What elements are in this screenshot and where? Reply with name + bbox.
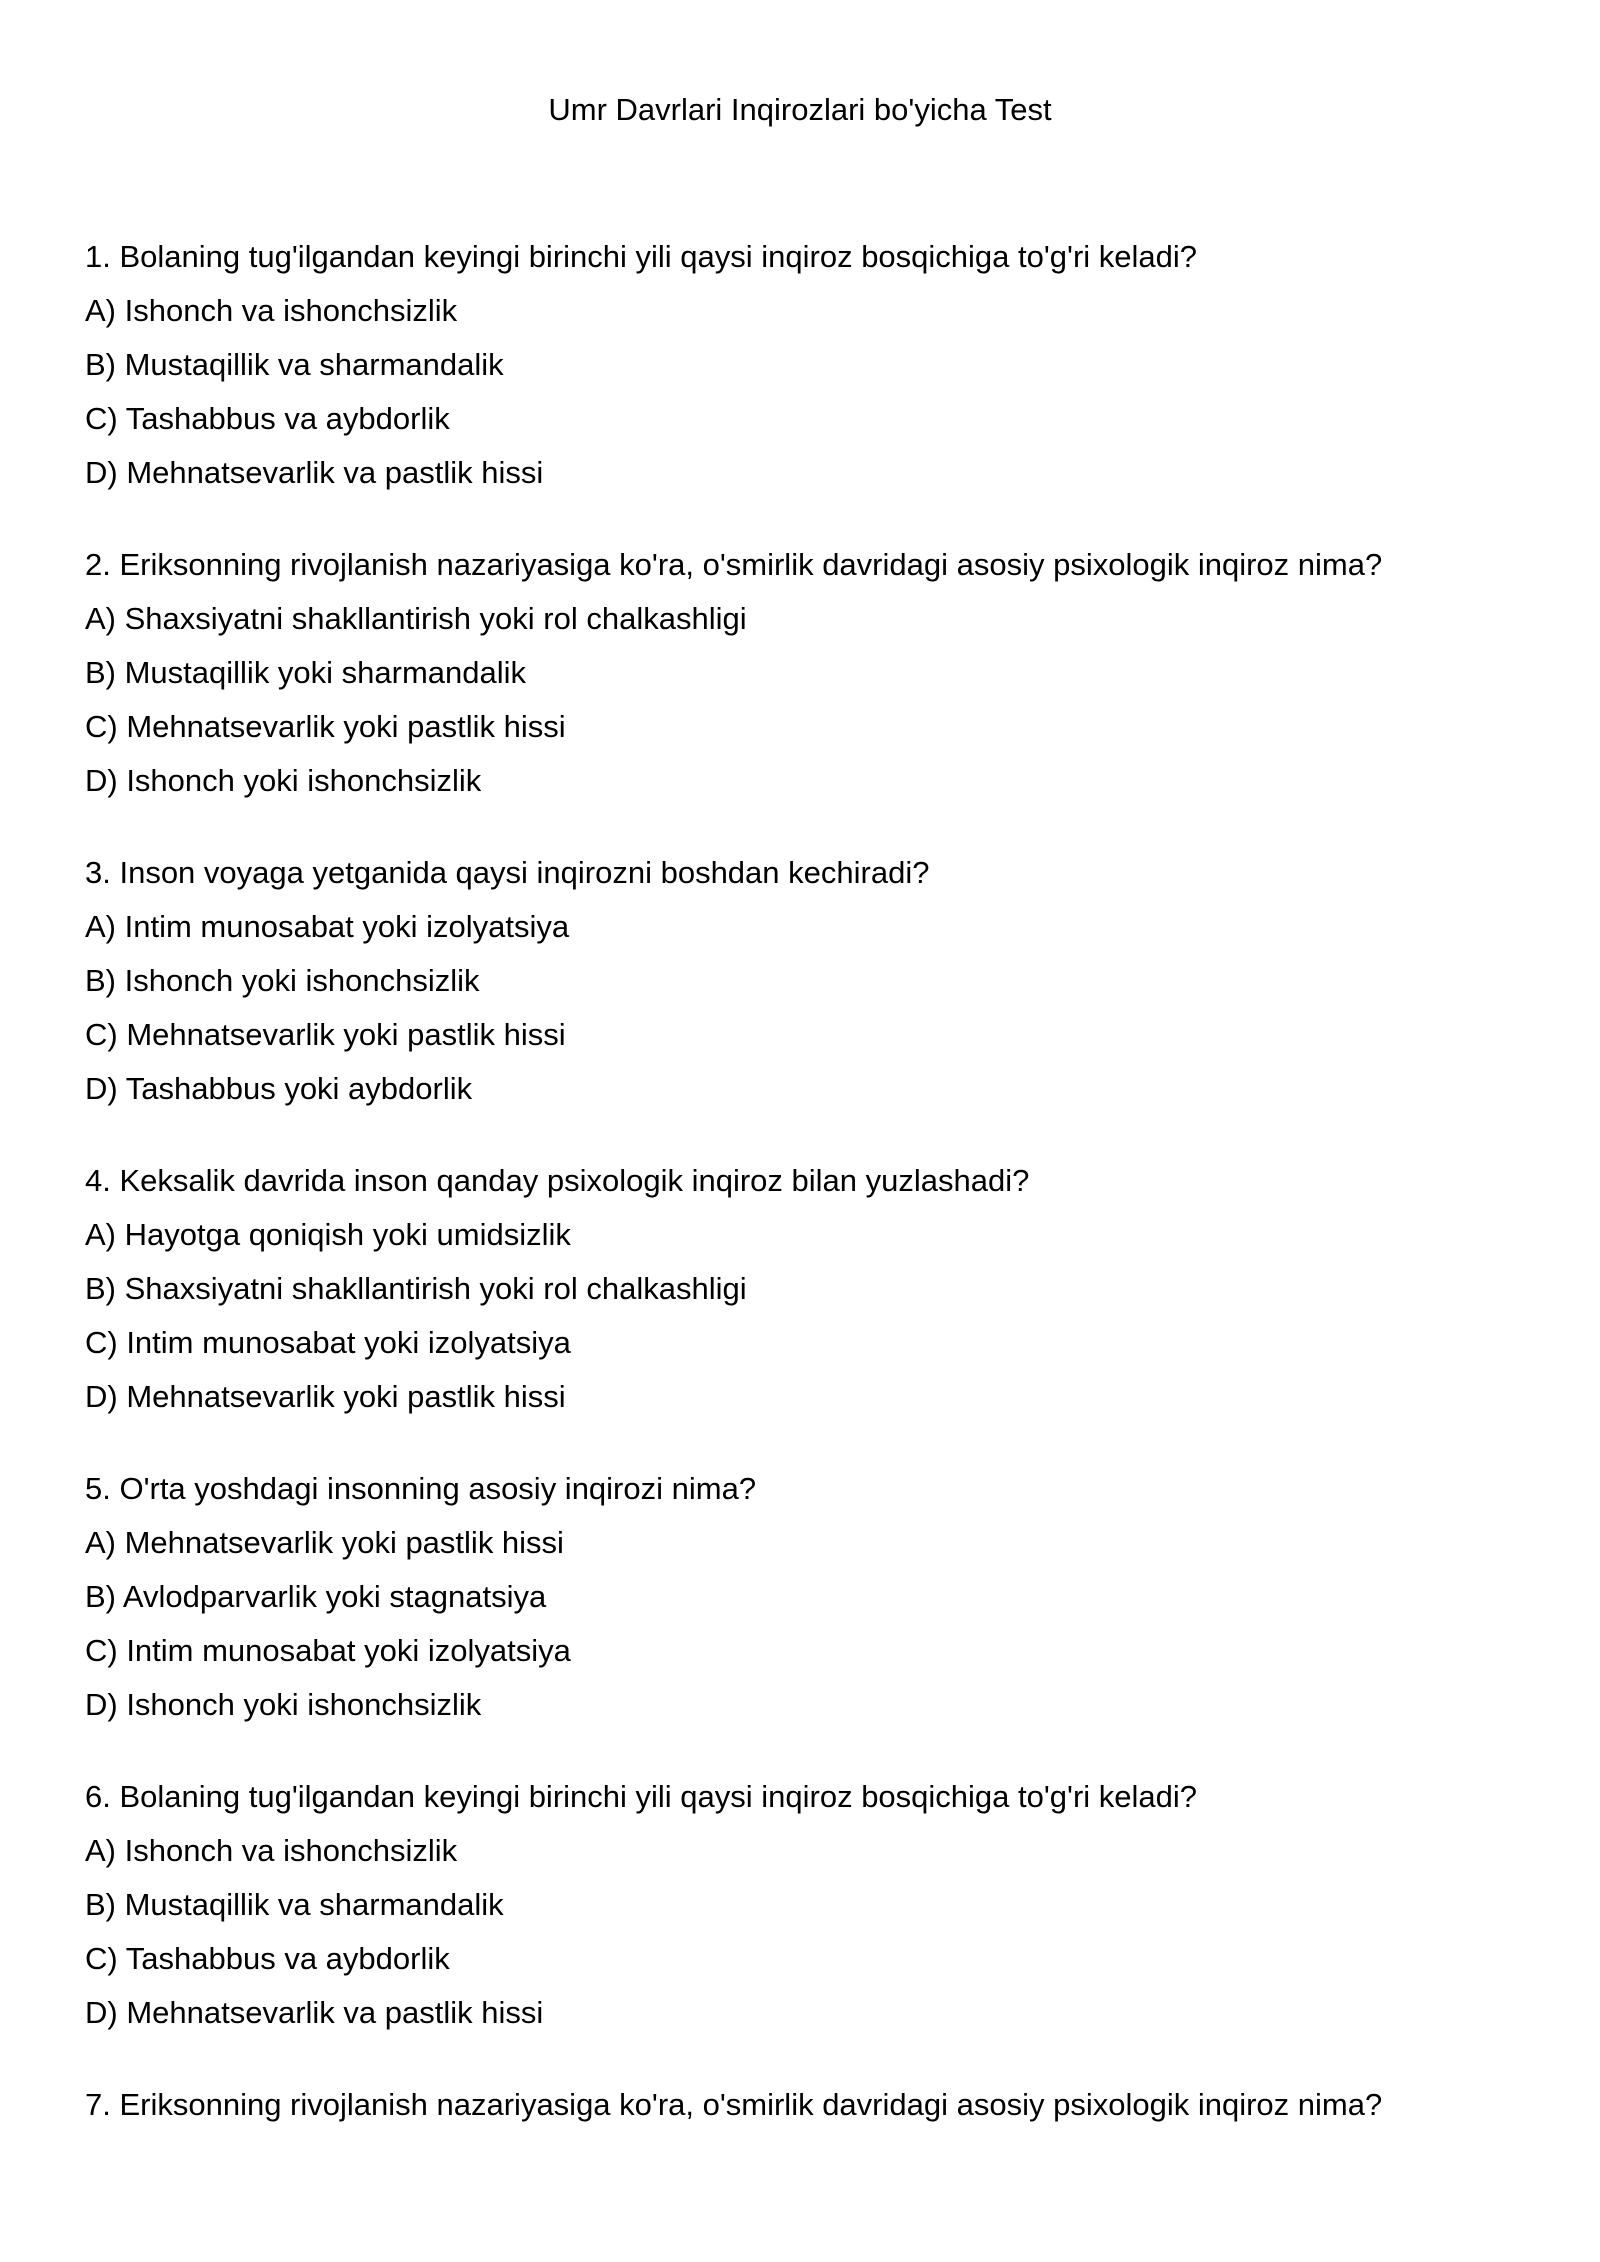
question-6 [85,1770,1565,2040]
question-3 [85,846,1565,1116]
answer-option-a: A) Ishonch va ishonchsizlik [85,293,458,328]
question-text: 7. Eriksonning rivojlanish nazariyasiga ko'ra, o'smirlik davridagi asosiy psixologik inqiroz nima? [85,2087,1383,2122]
answer-option-a: A) Intim munosabat yoki izolyatsiya [85,909,570,944]
question-1 [85,230,1565,500]
question-text: 1. Bolaning tug'ilgandan keyingi birinchi yili qaysi inqiroz bosqichiga to'g'ri keladi? [85,239,1198,274]
answer-option-c: C) Intim munosabat yoki izolyatsiya [85,1325,571,1360]
question-2 [85,538,1565,808]
answer-option-b: B) Mustaqillik yoki sharmandalik [85,655,527,690]
answer-option-a: A) Ishonch va ishonchsizlik [85,1833,458,1868]
answer-option-c: C) Tashabbus va aybdorlik [85,401,450,436]
question-5 [85,1462,1565,1732]
answer-option-c: C) Tashabbus va aybdorlik [85,1941,450,1976]
answer-option-d: D) Mehnatsevarlik va pastlik hissi [85,455,544,490]
answer-option-b: B) Shaxsiyatni shakllantirish yoki rol chalkashligi [85,1271,747,1306]
question-7 [85,2078,1565,2132]
answer-option-d: D) Tashabbus yoki aybdorlik [85,1071,473,1106]
question-4 [85,1154,1565,1424]
answer-option-d: D) Mehnatsevarlik va pastlik hissi [85,1995,544,2030]
question-text: 6. Bolaning tug'ilgandan keyingi birinchi yili qaysi inqiroz bosqichiga to'g'ri keladi? [85,1779,1198,1814]
question-text: 5. O'rta yoshdagi insonning asosiy inqirozi nima? [85,1471,757,1506]
answer-option-b: B) Ishonch yoki ishonchsizlik [85,963,480,998]
answer-option-c: C) Mehnatsevarlik yoki pastlik hissi [85,1017,566,1052]
answer-option-d: D) Ishonch yoki ishonchsizlik [85,763,482,798]
answer-option-b: B) Mustaqillik va sharmandalik [85,347,504,382]
answer-option-d: D) Mehnatsevarlik yoki pastlik hissi [85,1379,566,1414]
answer-option-a: A) Hayotga qoniqish yoki umidsizlik [85,1217,571,1252]
answer-option-a: A) Mehnatsevarlik yoki pastlik hissi [85,1525,564,1560]
answer-option-c: C) Intim munosabat yoki izolyatsiya [85,1633,571,1668]
question-text: 4. Keksalik davrida inson qanday psixologik inqiroz bilan yuzlashadi? [85,1163,1030,1198]
question-text: 2. Eriksonning rivojlanish nazariyasiga ko'ra, o'smirlik davridagi asosiy psixologik inqiroz nima? [85,547,1383,582]
document-title: Umr Davrlari Inqirozlari bo'yicha Test [548,92,1052,127]
question-list [85,230,1565,2170]
answer-option-b: B) Avlodparvarlik yoki stagnatsiya [85,1579,547,1614]
answer-option-b: B) Mustaqillik va sharmandalik [85,1887,504,1922]
answer-option-a: A) Shaxsiyatni shakllantirish yoki rol chalkashligi [85,601,747,636]
question-text: 3. Inson voyaga yetganida qaysi inqirozni boshdan kechiradi? [85,855,930,890]
answer-option-c: C) Mehnatsevarlik yoki pastlik hissi [85,709,566,744]
answer-option-d: D) Ishonch yoki ishonchsizlik [85,1687,482,1722]
